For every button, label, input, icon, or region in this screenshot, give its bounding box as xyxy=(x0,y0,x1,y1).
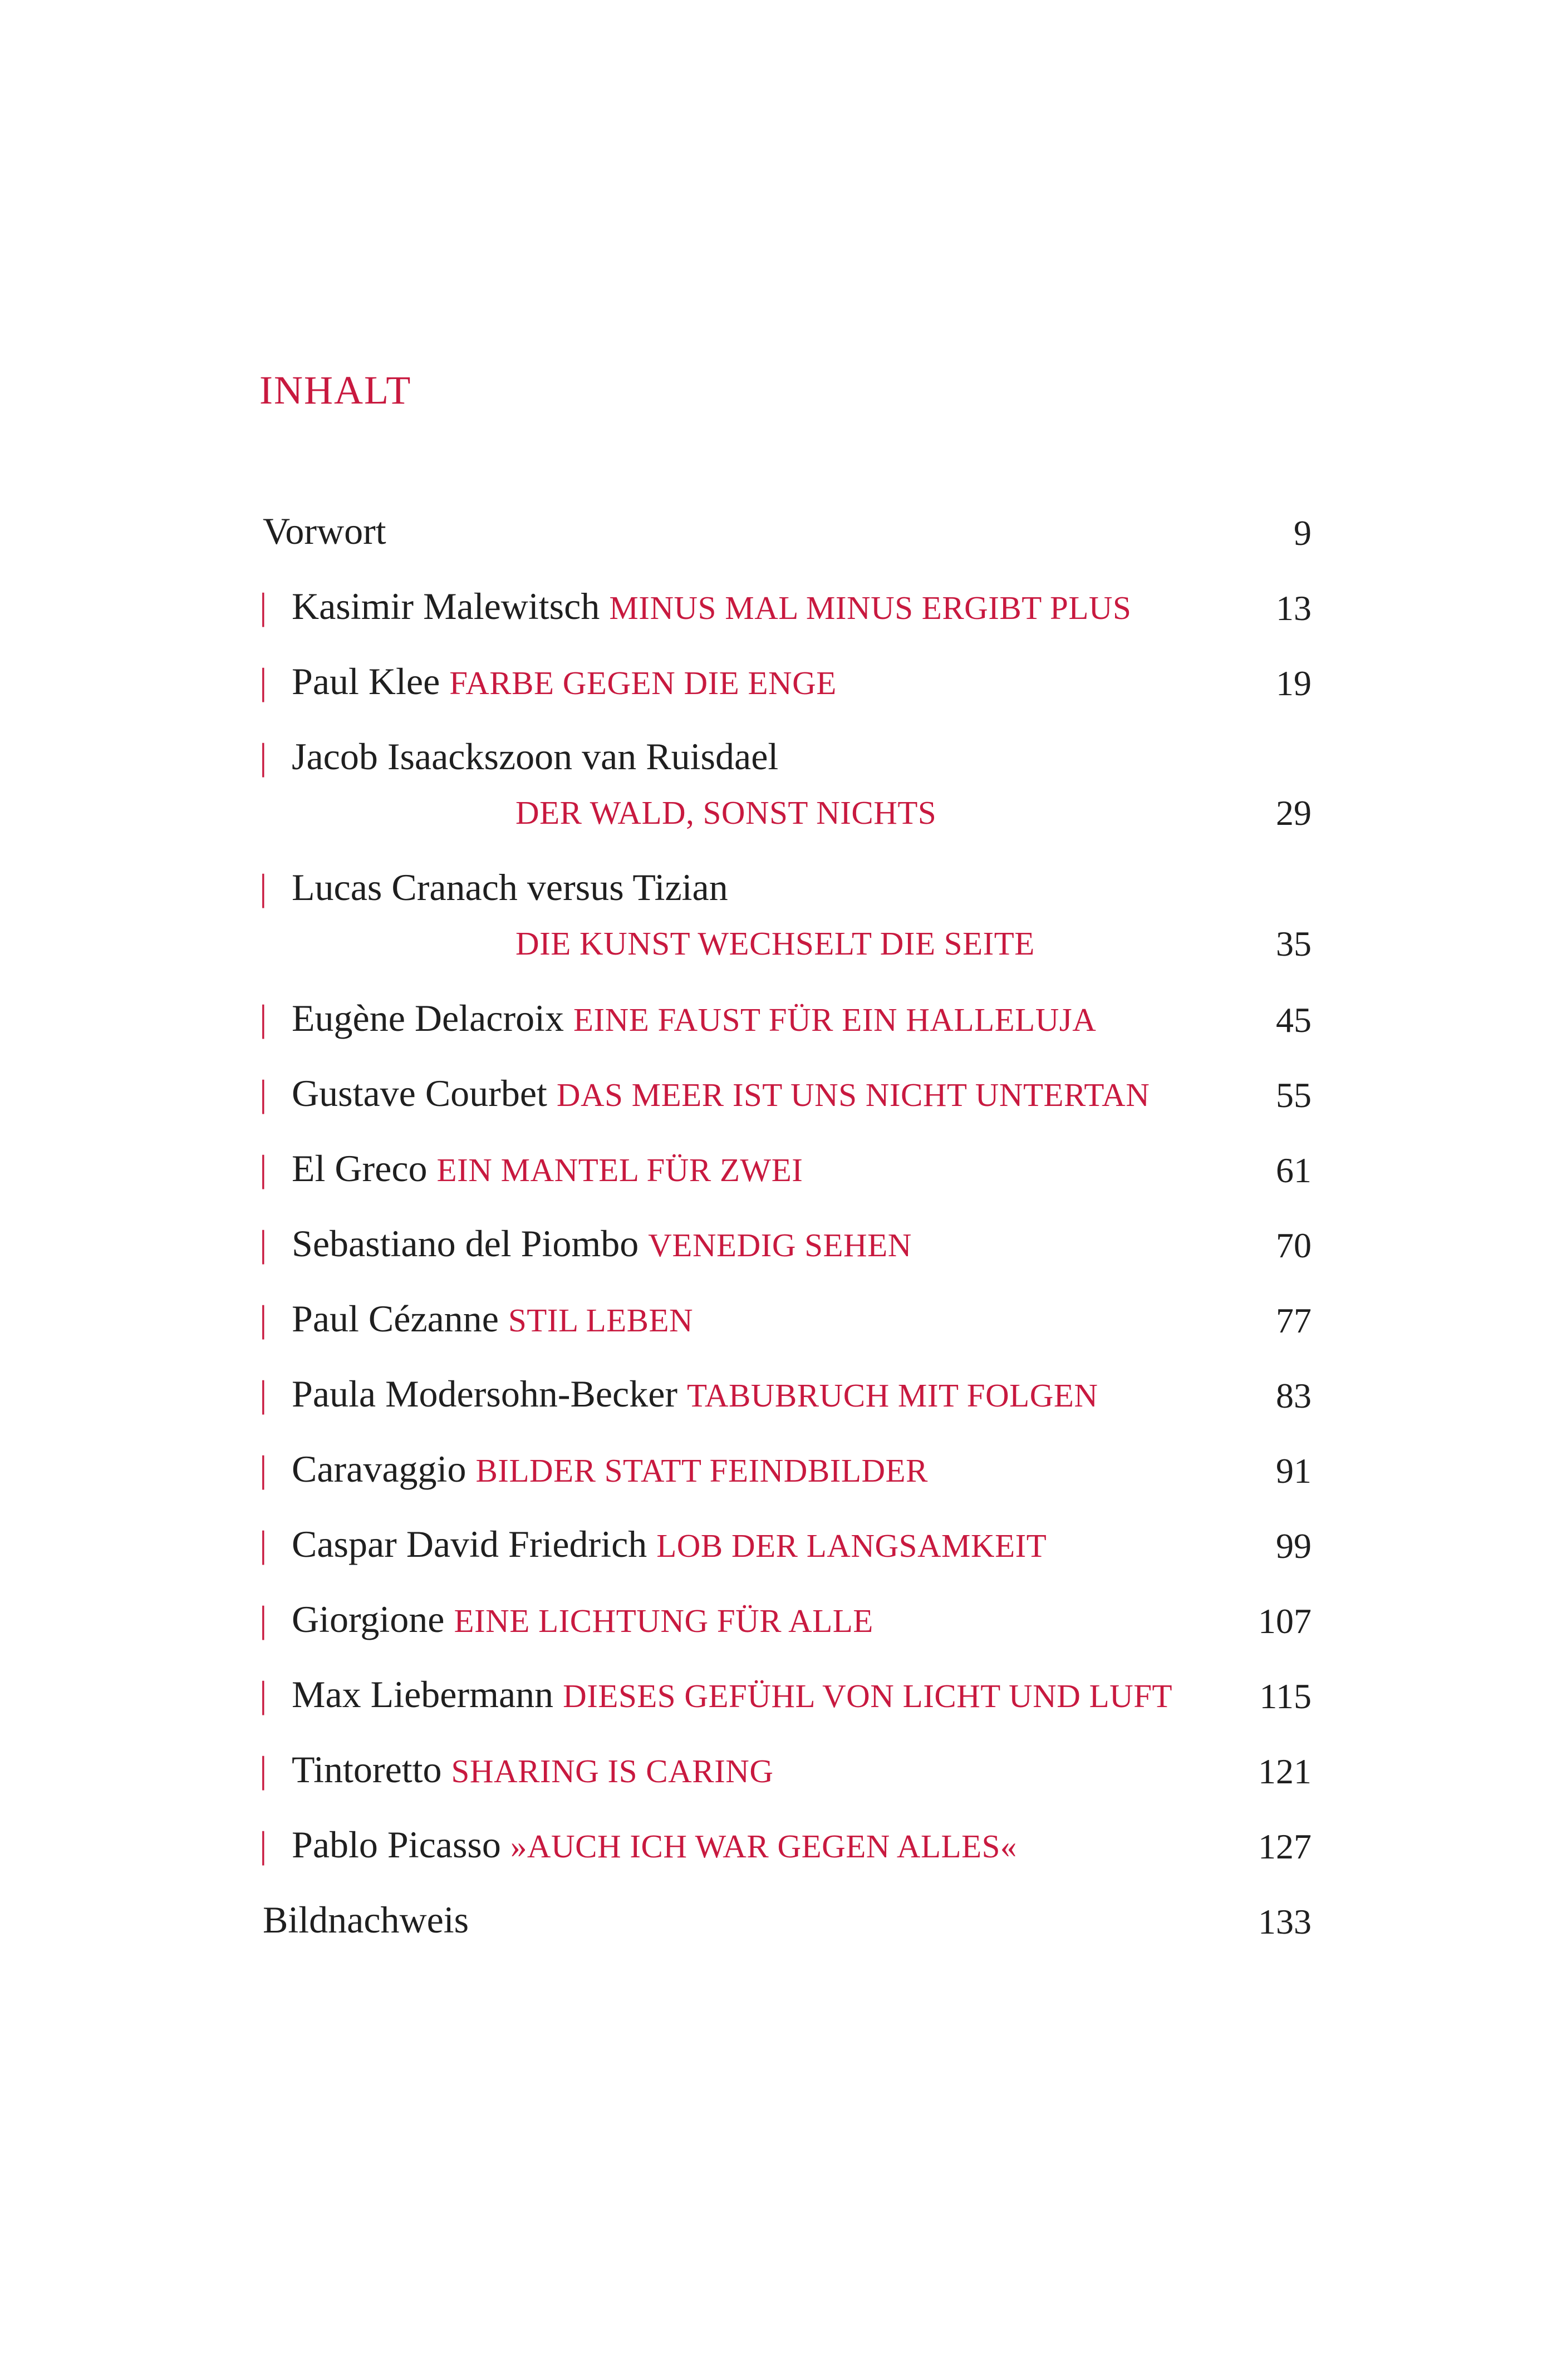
toc-entry-bildnachweis[interactable] xyxy=(259,1890,1312,1965)
entry-name: Paul Cézanne xyxy=(292,1297,499,1340)
divider-bar: | xyxy=(259,1523,267,1565)
entry-page-number: 45 xyxy=(1276,1000,1312,1040)
entry-title: DIESES GEFÜHL VON LICHT UND LUFT xyxy=(563,1678,1173,1714)
toc-entry[interactable] xyxy=(259,1289,1312,1364)
divider-bar: | xyxy=(259,1373,267,1415)
entry-page-number: 19 xyxy=(1276,663,1312,703)
divider-bar: | xyxy=(259,1448,267,1490)
entry-title: EIN MANTEL FÜR ZWEI xyxy=(436,1152,803,1188)
entry-title: EINE FAUST FÜR EIN HALLELUJA xyxy=(573,1001,1097,1038)
entry-page-number: 70 xyxy=(1276,1226,1312,1265)
entry-page-number: 99 xyxy=(1276,1526,1312,1566)
toc-entry[interactable] xyxy=(259,1814,1312,1890)
divider-bar: | xyxy=(259,1823,267,1866)
toc-entry[interactable] xyxy=(259,1138,1312,1213)
entry-name: Caravaggio xyxy=(292,1448,466,1490)
toc-entry[interactable] xyxy=(259,726,1312,857)
divider-bar: | xyxy=(259,1673,267,1715)
entry-page-number: 121 xyxy=(1258,1752,1312,1791)
entry-page-number: 29 xyxy=(1276,793,1312,833)
entry-title: TABUBRUCH MIT FOLGEN xyxy=(687,1377,1098,1414)
entry-name: Paula Modersohn-Becker xyxy=(292,1373,678,1415)
toc-entry[interactable] xyxy=(259,1364,1312,1439)
entry-name: Pablo Picasso xyxy=(292,1823,501,1866)
toc-entry[interactable] xyxy=(259,1063,1312,1138)
toc-entry[interactable] xyxy=(259,1213,1312,1289)
entry-page-number: 127 xyxy=(1258,1827,1312,1866)
entry-name: El Greco xyxy=(292,1147,428,1189)
entry-title: EINE LICHTUNG FÜR ALLE xyxy=(454,1602,873,1639)
entry-page-number: 9 xyxy=(1294,513,1312,553)
toc-entry[interactable] xyxy=(259,1514,1312,1589)
entry-name: Sebastiano del Piombo xyxy=(292,1222,639,1265)
entry-name: Eugène Delacroix xyxy=(292,997,564,1039)
divider-bar: | xyxy=(259,866,267,908)
toc-entry-vorwort[interactable] xyxy=(259,501,1312,576)
toc-entry[interactable] xyxy=(259,651,1312,726)
divider-bar: | xyxy=(259,735,267,778)
divider-bar: | xyxy=(259,997,267,1039)
divider-bar: | xyxy=(259,660,267,702)
entry-page-number: 133 xyxy=(1258,1902,1312,1941)
toc-entry[interactable] xyxy=(259,576,1312,651)
entry-title: LOB DER LANGSAMKEIT xyxy=(656,1527,1047,1564)
entry-page-number: 13 xyxy=(1276,588,1312,628)
entry-title: FARBE GEGEN DIE ENGE xyxy=(449,665,837,701)
entry-title: DIE KUNST WECHSELT DIE SEITE xyxy=(515,925,1035,962)
entry-title: »AUCH ICH WAR GEGEN ALLES« xyxy=(510,1828,1017,1865)
entry-title: BILDER STATT FEINDBILDER xyxy=(475,1452,928,1489)
entry-name: Kasimir Malewitsch xyxy=(292,585,600,627)
entry-page-number: 77 xyxy=(1276,1301,1312,1340)
divider-bar: | xyxy=(259,585,267,627)
toc-list xyxy=(259,501,1312,1965)
divider-bar: | xyxy=(259,1297,267,1340)
entry-name: Jacob Isaackszoon van Ruisdael xyxy=(292,735,779,778)
toc-entry[interactable] xyxy=(259,857,1312,988)
toc-entry[interactable] xyxy=(259,1439,1312,1514)
toc-entry[interactable] xyxy=(259,1664,1312,1739)
entry-title: STIL LEBEN xyxy=(508,1302,694,1339)
toc-entry[interactable] xyxy=(259,1589,1312,1664)
entry-page-number: 55 xyxy=(1276,1075,1312,1115)
entry-name: Vorwort xyxy=(263,510,386,552)
toc-entry[interactable] xyxy=(259,1739,1312,1814)
entry-page-number: 107 xyxy=(1258,1601,1312,1641)
entry-page-number: 91 xyxy=(1276,1451,1312,1491)
toc-entry[interactable] xyxy=(259,988,1312,1063)
divider-bar: | xyxy=(259,1598,267,1640)
entry-name: Lucas Cranach versus Tizian xyxy=(292,866,728,908)
entry-name: Max Liebermann xyxy=(292,1673,554,1715)
entry-title: SHARING IS CARING xyxy=(451,1753,774,1789)
divider-bar: | xyxy=(259,1748,267,1791)
entry-name: Paul Klee xyxy=(292,660,440,702)
entry-title: DER WALD, SONST NICHTS xyxy=(515,794,937,831)
entry-page-number: 35 xyxy=(1276,924,1312,963)
entry-name: Giorgione xyxy=(292,1598,445,1640)
entry-title: DAS MEER IST UNS NICHT UNTERTAN xyxy=(556,1076,1150,1113)
divider-bar: | xyxy=(259,1147,267,1189)
entry-title: MINUS MAL MINUS ERGIBT PLUS xyxy=(609,589,1132,626)
entry-page-number: 61 xyxy=(1276,1150,1312,1190)
entry-name: Tintoretto xyxy=(292,1748,442,1791)
entry-name: Bildnachweis xyxy=(263,1899,469,1941)
entry-title: VENEDIG SEHEN xyxy=(648,1227,912,1263)
divider-bar: | xyxy=(259,1072,267,1114)
toc-heading: INHALT xyxy=(259,368,412,412)
entry-page-number: 115 xyxy=(1259,1676,1312,1716)
divider-bar: | xyxy=(259,1222,267,1265)
entry-page-number: 83 xyxy=(1276,1376,1312,1415)
entry-name: Caspar David Friedrich xyxy=(292,1523,647,1565)
entry-name: Gustave Courbet xyxy=(292,1072,547,1114)
